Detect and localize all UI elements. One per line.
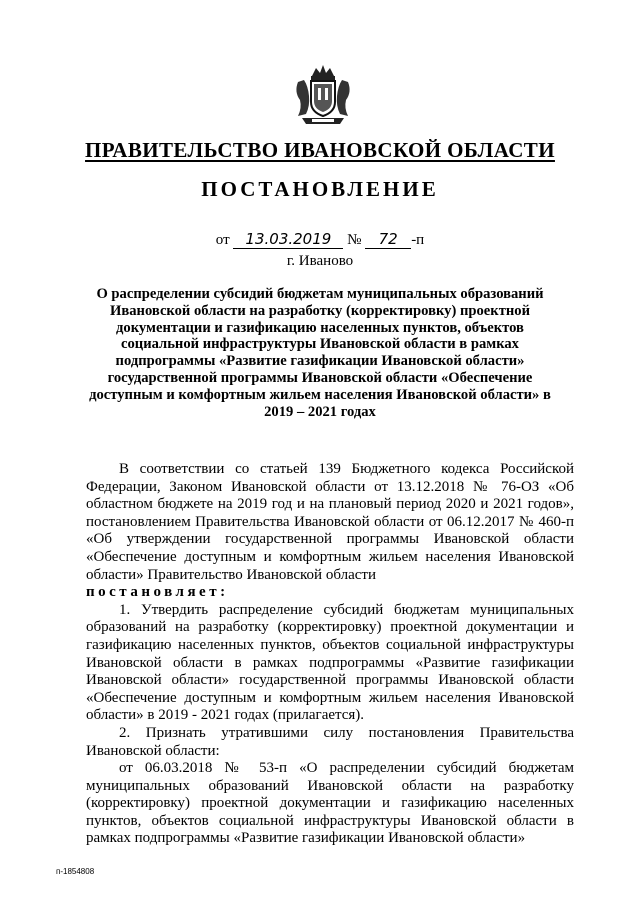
footer-code: п-1854808 — [56, 867, 95, 876]
resolves-line — [86, 584, 574, 602]
handwritten-number: 72 — [365, 231, 411, 249]
document-subject: О распределении субсидий бюджетам муниципальных образований Ивановской области на разработку (корректировку) проектной документации и газификацию населенных пунктов, объектов социальной инфраструктуры Ивановской области в рамках подпрограммы «Развитие газификации Ивановской области» государственной программы Ивановской области «Обеспечение доступным и комфортным жильем населения Ивановской области» в 2019 – 2021 годах — [89, 286, 551, 420]
document-type: ПОСТАНОВЛЕНИЕ — [201, 177, 439, 201]
preamble-paragraph: В соответствии со статьей 139 Бюджетного кодекса Российской Федерации, Законом Ивановской области от 13.12.2018 № 76-ОЗ «Об областном бюджете на 2019 год и на плановый период 2020 и 2021 годов», постановлением Правительства Ивановской области от 06.12.2017 № 460-п «Об утверждении государственной программы Ивановской области «Обеспечение доступным и комфортным жильем населения Ивановской области» Правительство Ивановской области — [86, 461, 574, 583]
date-prefix: от — [215, 232, 230, 248]
resolves-word: постановляет: — [86, 584, 229, 601]
document-body — [86, 461, 574, 848]
handwritten-date: 13.03.2019 — [233, 231, 343, 249]
government-title-text: ПРАВИТЕЛЬСТВО ИВАНОВСКОЙ ОБЛАСТИ — [85, 138, 555, 162]
date-number-line — [0, 231, 640, 249]
item-1-paragraph: 1. Утвердить распределение субсидий бюджетам муниципальных образований на разработку (корректировку) проектной документации и газификацию населенных пунктов, объектов социальной инфраструктуры Ивановской области в рамках подпрограммы «Развитие газификации Ивановской области» государственной программы Ивановской области «Обеспечение доступным и комфортным жильем населения Ивановской области» в 2019 - 2021 годах (прилагается). — [86, 601, 574, 724]
number-suffix: -п — [411, 232, 425, 248]
item-2-paragraph: 2. Признать утратившими силу постановления Правительства Ивановской области: — [86, 724, 574, 759]
coat-of-arms-icon — [290, 62, 356, 128]
item-2a-paragraph: от 06.03.2018 № 53-п «О распределении субсидий бюджетам муниципальных образований Ивановской области на разработку (корректировку) проектной документации и газификацию населенных пунктов, объектов социальной инфраструктуры Ивановской области в рамках подпрограммы «Развитие газификации Ивановской области» — [86, 760, 574, 847]
city-line: г. Иваново — [286, 253, 354, 269]
government-title — [0, 138, 640, 163]
number-label: № — [347, 232, 362, 248]
